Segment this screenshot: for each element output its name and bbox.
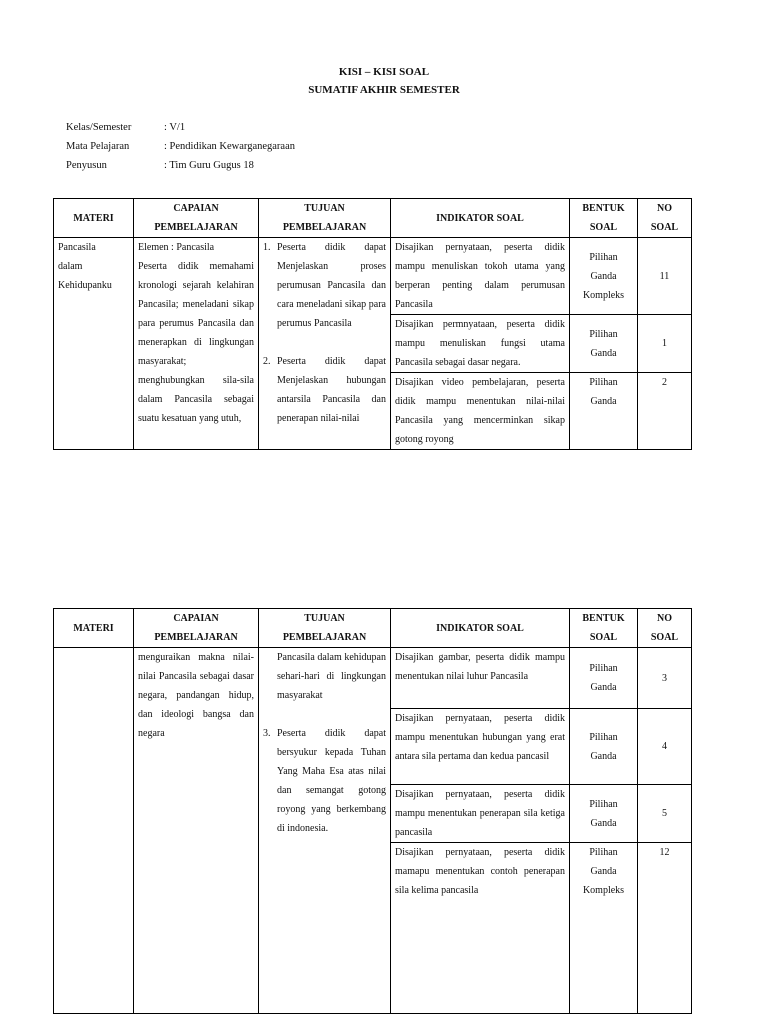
indikator-cell: Disajikan video pembelajaran, peserta didik mampu menentukan nilai-nilai Pancasila yang mencerminkan sikap gotong royong: [391, 373, 570, 450]
tujuan-cell: [259, 238, 391, 450]
bentuk-cell: Pilihan Ganda Kompleks: [570, 843, 638, 1014]
meta-value-kelas: : V/1: [164, 122, 186, 133]
table-header-row: [54, 199, 692, 238]
tujuan-item-1: 1. Peserta didik dapat Menjelaskan proses perumusan Pancasila dan cara meneladani sikap para perumus Pancasila: [263, 242, 386, 329]
tujuan-item-2-cont: Pancasila dalam kehidupan sehari-hari di lingkungan masyarakat: [277, 652, 386, 701]
col-materi: MATERI: [54, 199, 134, 238]
no-soal-cell: 12: [638, 843, 692, 1014]
no-soal-cell: 2: [638, 373, 692, 450]
meta-label-kelas: Kelas/Semester: [66, 122, 132, 133]
col-tujuan: TUJUAN PEMBELAJARAN: [259, 609, 391, 648]
materi-cell: Pancasila dalam Kehidupanku: [54, 238, 134, 450]
bentuk-cell: Pilihan Ganda: [570, 373, 638, 450]
tujuan-cell: [259, 648, 391, 1014]
indikator-cell: Disajikan pernyataan, peserta didik mamapu menentukan contoh penerapan sila kelima pancasila: [391, 843, 570, 1014]
meta-value-mapel: : Pendidikan Kewarganegaraan: [164, 141, 296, 152]
col-materi: MATERI: [54, 609, 134, 648]
meta-label-penyusun: Penyusun: [66, 160, 107, 171]
no-soal-cell: 3: [638, 648, 692, 709]
col-indikator: INDIKATOR SOAL: [391, 609, 570, 648]
col-capaian: CAPAIAN PEMBELAJARAN: [134, 609, 259, 648]
table-header-row: [54, 609, 692, 648]
bentuk-cell: Pilihan Ganda: [570, 315, 638, 373]
no-soal-cell: 4: [638, 709, 692, 785]
table-row: [54, 648, 692, 709]
kisi-table-1: [53, 198, 692, 450]
capaian-cell: menguraikan makna nilai-nilai Pancasila sebagai dasar negara, pandangan hidup, dan ideologi bangsa dan negara: [134, 648, 259, 1014]
col-bentuk: BENTUK SOAL: [570, 609, 638, 648]
tujuan-item-2: 2. Peserta didik dapat Menjelaskan hubungan antarsila Pancasila dan penerapan nilai-nilai: [263, 356, 386, 424]
document-subtitle: SUMATIF AKHIR SEMESTER: [308, 84, 460, 96]
bentuk-cell: Pilihan Ganda: [570, 785, 638, 843]
indikator-cell: Disajikan permnyataan, peserta didik mampu menuliskan fungsi utama Pancasila sebagai dasar negara.: [391, 315, 570, 373]
table-row: [54, 238, 692, 315]
meta-label-mapel: Mata Pelajaran: [66, 141, 130, 152]
col-no-soal: NO SOAL: [638, 609, 692, 648]
no-soal-cell: 5: [638, 785, 692, 843]
col-tujuan: TUJUAN PEMBELAJARAN: [259, 199, 391, 238]
tujuan-item-3: 3. Peserta didik dapat bersyukur kepada Tuhan Yang Maha Esa atas nilai dan semangat gotong royong yang berkembang di indonesia.: [263, 728, 386, 834]
indikator-cell: Disajikan pernyataan, peserta didik mampu menentukan hubungan yang erat antara sila pertama dan kedua pancasil: [391, 709, 570, 785]
bentuk-cell: Pilihan Ganda: [570, 648, 638, 709]
kisi-table-2: [53, 608, 692, 1014]
col-bentuk: BENTUK SOAL: [570, 199, 638, 238]
no-soal-cell: 1: [638, 315, 692, 373]
indikator-cell: Disajikan pernyataan, peserta didik mampu menentukan penerapan sila ketiga pancasila: [391, 785, 570, 843]
capaian-cell: Elemen : Pancasila Peserta didik memahami kronologi sejarah kelahiran Pancasila; meneladani sikap para perumus Pancasila dan menerapkan di lingkungan masyarakat; menghubungkan sila-sila dalam Pancasila sebagai suatu kesatuan yang utuh,: [134, 238, 259, 450]
meta-value-penyusun: : Tim Guru Gugus 18: [164, 160, 254, 171]
materi-cell: [54, 648, 134, 1014]
document-title: KISI – KISI SOAL: [338, 66, 430, 78]
col-capaian: CAPAIAN PEMBELAJARAN: [134, 199, 259, 238]
indikator-cell: Disajikan pernyataan, peserta didik mampu menuliskan tokoh utama yang berperan penting dalam perumusan Pancasila: [391, 238, 570, 315]
indikator-cell: Disajikan gambar, peserta didik mampu menentukan nilai luhur Pancasila: [391, 648, 570, 709]
bentuk-cell: Pilihan Ganda Kompleks: [570, 238, 638, 315]
col-indikator: INDIKATOR SOAL: [391, 199, 570, 238]
bentuk-cell: Pilihan Ganda: [570, 709, 638, 785]
no-soal-cell: 11: [638, 238, 692, 315]
col-no-soal: NO SOAL: [638, 199, 692, 238]
